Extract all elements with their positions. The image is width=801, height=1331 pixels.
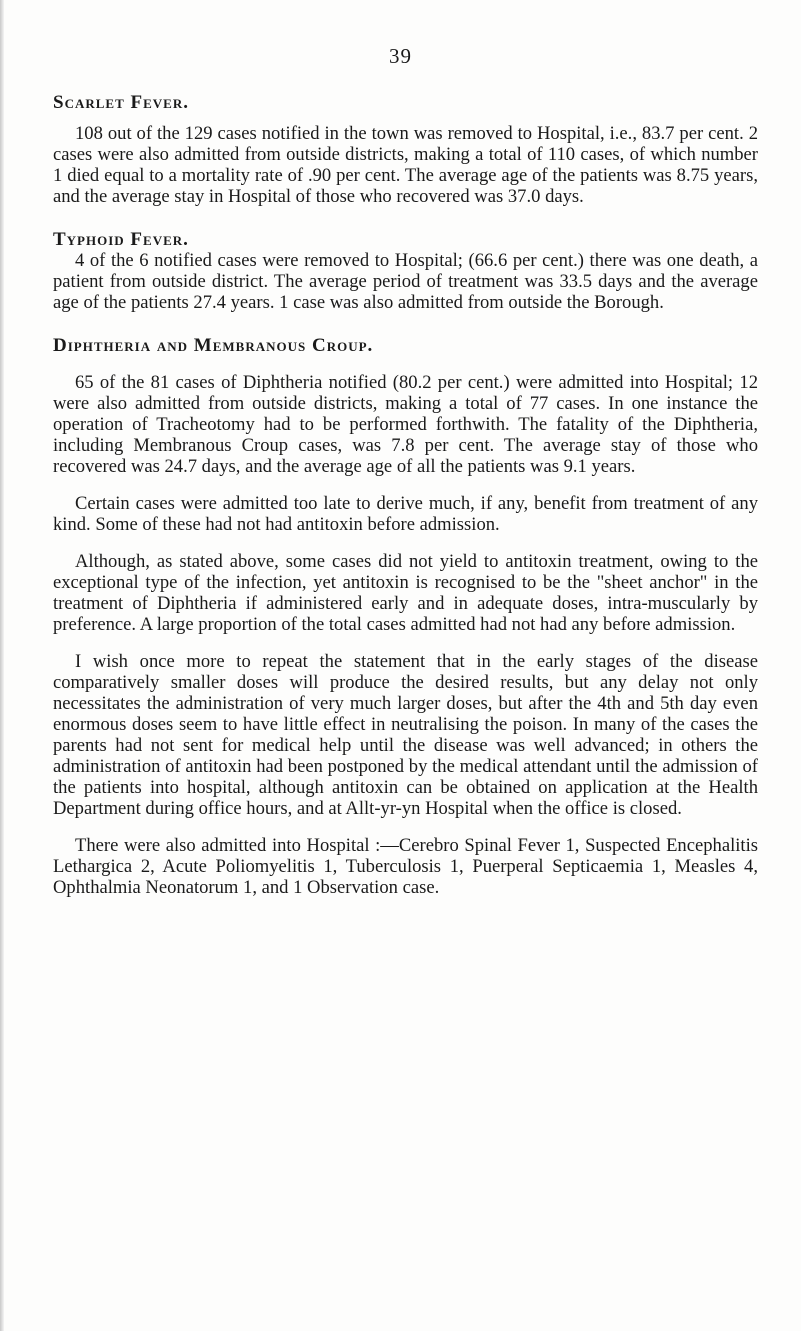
- diphtheria-paragraph-antitoxin: Although, as stated above, some cases did not yield to antitoxin treatment, owing to the exceptional type of the infection, yet antitoxin is recognised to be the "sheet anchor" in the treatment of Diphtheria if administered early and in adequate doses, intra-muscularly by preference. A large proportion of the total cases admitted had not had any before admission.: [53, 551, 758, 635]
- diphtheria-paragraph-admissions: 65 of the 81 cases of Diphtheria notified (80.2 per cent.) were admitted into Hospital; 12 were also admitted from outside districts, making a total of 77 cases. In one instance the operation of Tracheotomy had to be performed forthwith. The fatality of the Diphtheria, including Membranous Croup cases, was 7.8 per cent. The average stay of those who recovered was 24.7 days, and the average age of all the patients was 9.1 years.: [53, 372, 758, 477]
- section-heading-diphtheria: Diphtheria and Membranous Croup.: [53, 335, 374, 356]
- diphtheria-paragraph-early-doses: I wish once more to repeat the statement that in the early stages of the disease comparatively smaller doses will produce the desired results, but any delay not only necessitates the administration of very much larger doses, but after the 4th and 5th day even enormous doses seem to have little effect in neutralising the poison. In many of the cases the parents had not sent for medical help until the disease was well advanced; in others the administration of antitoxin had been postponed by the medical attendant until the admission of the patients into hospital, although antitoxin can be obtained on application at the Health Department during office hours, and at Allt-yr-yn Hospital when the office is closed.: [53, 651, 758, 819]
- page-edge-shadow: [0, 0, 4, 1331]
- section-heading-typhoid-fever: Typhoid Fever.: [53, 229, 189, 250]
- page-body: [53, 92, 758, 898]
- diphtheria-paragraph-late-admissions: Certain cases were admitted too late to derive much, if any, benefit from treatment of any kind. Some of these had not had antitoxin before admission.: [53, 493, 758, 535]
- typhoid-fever-paragraph: 4 of the 6 notified cases were removed to Hospital; (66.6 per cent.) there was one death, a patient from outside district. The average period of treatment was 33.5 days and the average age of the patients 27.4 years. 1 case was also admitted from outside the Borough.: [53, 250, 758, 313]
- section-heading-scarlet-fever: Scarlet Fever.: [53, 92, 189, 113]
- scarlet-fever-paragraph: 108 out of the 129 cases notified in the town was removed to Hospital, i.e., 83.7 per cent. 2 cases were also admitted from outside districts, making a total of 110 cases, of which number 1 died equal to a mortality rate of .90 per cent. The average age of the patients was 8.75 years, and the average stay in Hospital of those who recovered was 37.0 days.: [53, 123, 758, 207]
- other-admissions-paragraph: There were also admitted into Hospital :—Cerebro Spinal Fever 1, Suspected Encephalitis Lethargica 2, Acute Poliomyelitis 1, Tuberculosis 1, Puerperal Septicaemia 1, Measles 4, Ophthalmia Neonatorum 1, and 1 Observation case.: [53, 835, 758, 898]
- page-number: 39: [389, 44, 412, 68]
